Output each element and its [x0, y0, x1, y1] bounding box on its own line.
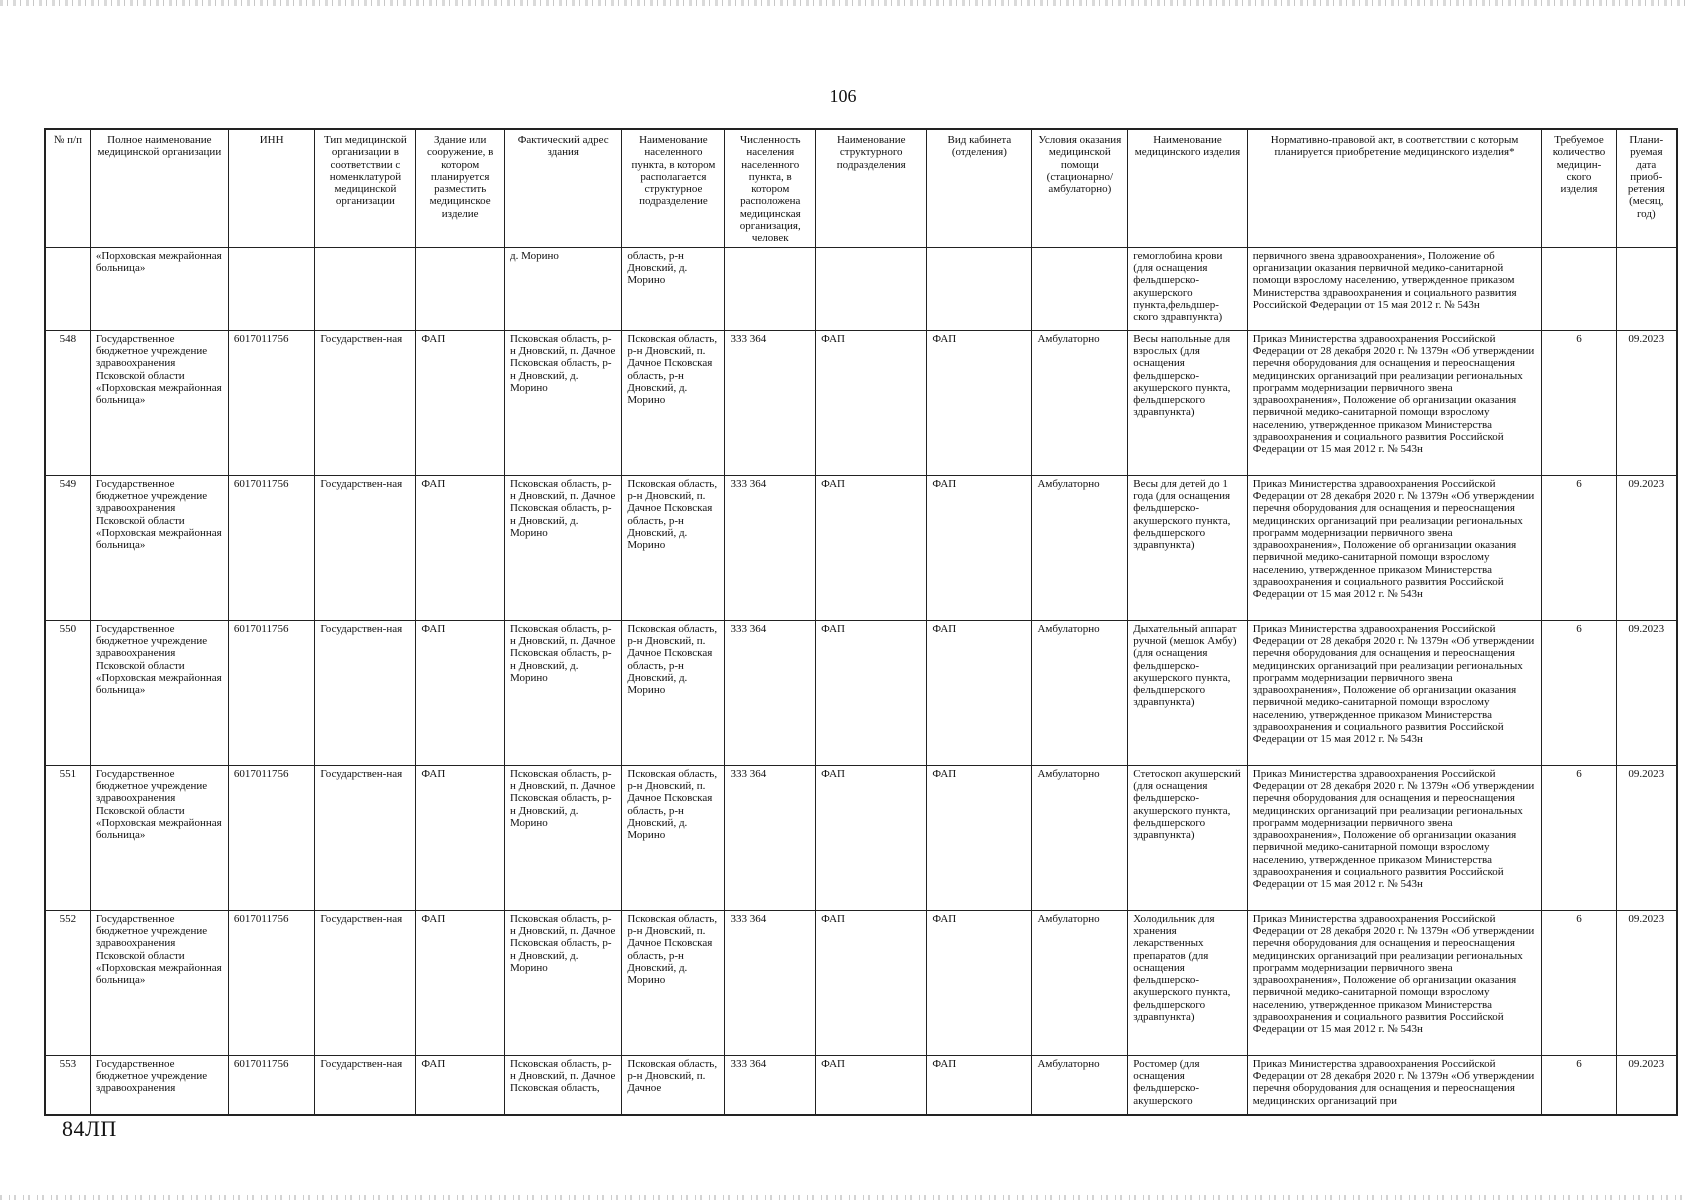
- table-cell: гемоглобина крови (для оснащения фельдшерско-акушерского пункта,фельдшер-ского здравпункта): [1128, 247, 1248, 330]
- table-row: [45, 910, 1677, 1055]
- table-cell-num: 551: [45, 765, 90, 910]
- table-row: [45, 765, 1677, 910]
- table-cell-population: 333 364: [725, 330, 816, 475]
- data-rows: [45, 330, 1677, 1115]
- table-cell-type: Государствен-ная: [315, 330, 416, 475]
- scan-artifact-bottom: [0, 1195, 1686, 1200]
- continuation-row: [45, 247, 1677, 330]
- table-cell-cabinet: ФАП: [927, 765, 1032, 910]
- table-cell-type: Государствен-ная: [315, 765, 416, 910]
- table-cell-address: Псковская область, р-н Дновский, п. Дачное Псковская область, р-н Дновский, д. Морино: [504, 910, 621, 1055]
- table-cell-num: 549: [45, 475, 90, 620]
- table-cell-address: Псковская область, р-н Дновский, п. Дачное Псковская область,: [504, 1055, 621, 1115]
- table-cell-org: Государственное бюджетное учреждение здравоохранения: [90, 1055, 228, 1115]
- table-cell-inn: 6017011756: [228, 475, 315, 620]
- table-cell-conditions: Амбулаторно: [1032, 1055, 1128, 1115]
- footer-code: 84ЛП: [62, 1116, 117, 1141]
- table-cell-building: ФАП: [416, 330, 505, 475]
- table-cell: [416, 247, 505, 330]
- table-cell-type: Государствен-ная: [315, 475, 416, 620]
- header-cell: Наименование структурного подразделения: [816, 129, 927, 247]
- table-cell-date: 09.2023: [1616, 620, 1677, 765]
- table-cell-population: 333 364: [725, 765, 816, 910]
- header-cell: ИНН: [228, 129, 315, 247]
- table-cell-qty: 6: [1542, 1055, 1616, 1115]
- header-cell: Численность населения населенного пункта, в котором расположена медицинская организация, человек: [725, 129, 816, 247]
- table-cell-settlement: Псковская область, р-н Дновский, п. Дачное: [622, 1055, 725, 1115]
- table-cell-settlement: Псковская область, р-н Дновский, п. Дачное Псковская область, р-н Дновский, д. Морино: [622, 910, 725, 1055]
- scan-artifact-top: [0, 0, 1686, 6]
- table-cell-conditions: Амбулаторно: [1032, 910, 1128, 1055]
- table-cell-address: Псковская область, р-н Дновский, п. Дачное Псковская область, р-н Дновский, д. Морино: [504, 765, 621, 910]
- table-cell-population: 333 364: [725, 1055, 816, 1115]
- table-cell-inn: 6017011756: [228, 330, 315, 475]
- table-cell-address: Псковская область, р-н Дновский, п. Дачное Псковская область, р-н Дновский, д. Морино: [504, 620, 621, 765]
- table-cell: д. Морино: [504, 247, 621, 330]
- table-cell-qty: 6: [1542, 765, 1616, 910]
- table-cell-type: Государствен-ная: [315, 620, 416, 765]
- table-cell-device: Весы для детей до 1 года (для оснащения фельдшерско-акушерского пункта, фельдшерского здравпункта): [1128, 475, 1248, 620]
- table-cell-device: Дыхательный аппарат ручной (мешок Амбу) (для оснащения фельдшерско-акушерского пункта, фельдшерского здравпункта): [1128, 620, 1248, 765]
- table-cell: [1542, 247, 1616, 330]
- table-cell-building: ФАП: [416, 910, 505, 1055]
- page-number: 106: [829, 86, 857, 106]
- header-cell: Фактический адрес здания: [504, 129, 621, 247]
- table-cell-unit: ФАП: [816, 765, 927, 910]
- header-cell: Наименование медицинского изделия: [1128, 129, 1248, 247]
- table-cell-inn: 6017011756: [228, 910, 315, 1055]
- table-cell-conditions: Амбулаторно: [1032, 475, 1128, 620]
- table-cell-cabinet: ФАП: [927, 330, 1032, 475]
- table-cell-qty: 6: [1542, 620, 1616, 765]
- table-cell-cabinet: ФАП: [927, 475, 1032, 620]
- table-cell-cabinet: ФАП: [927, 910, 1032, 1055]
- table-cell-inn: 6017011756: [228, 765, 315, 910]
- table-cell: [228, 247, 315, 330]
- table-cell-conditions: Амбулаторно: [1032, 330, 1128, 475]
- table-cell-org: Государственное бюджетное учреждение здравоохранения Псковской области «Порховская межрайонная больница»: [90, 620, 228, 765]
- table-cell-date: 09.2023: [1616, 1055, 1677, 1115]
- table-cell-date: 09.2023: [1616, 330, 1677, 475]
- header-row: [45, 129, 1677, 247]
- equipment-table: [44, 128, 1678, 1116]
- table-cell-conditions: Амбулаторно: [1032, 620, 1128, 765]
- table-cell-inn: 6017011756: [228, 1055, 315, 1115]
- header-cell: Плани-руемая дата приоб-ретения (месяц, год): [1616, 129, 1677, 247]
- header-cell: Тип медицинской организации в соответствии с номенклатурой медицинской организации: [315, 129, 416, 247]
- table-cell-device: Холодильник для хранения лекарственных препаратов (для оснащения фельдшерско-акушерского пункта, фельдшерского здравпункта): [1128, 910, 1248, 1055]
- table-cell-address: Псковская область, р-н Дновский, п. Дачное Псковская область, р-н Дновский, д. Морино: [504, 475, 621, 620]
- table-cell-device: Ростомер (для оснащения фельдшерско-акушерского: [1128, 1055, 1248, 1115]
- table-cell-population: 333 364: [725, 475, 816, 620]
- table-cell-population: 333 364: [725, 910, 816, 1055]
- table-cell: «Порховская межрайонная больница»: [90, 247, 228, 330]
- table-cell-unit: ФАП: [816, 1055, 927, 1115]
- table-cell-org: Государственное бюджетное учреждение здравоохранения Псковской области «Порховская межрайонная больница»: [90, 330, 228, 475]
- table-cell: область, р-н Дновский, д. Морино: [622, 247, 725, 330]
- table-row: [45, 330, 1677, 475]
- table-cell-num: 548: [45, 330, 90, 475]
- table-cell-conditions: Амбулаторно: [1032, 765, 1128, 910]
- table-cell-unit: ФАП: [816, 620, 927, 765]
- header-cell: Вид кабинета (отделения): [927, 129, 1032, 247]
- table-cell: первичного звена здравоохранения», Положение об организации оказания первичной медико-санитарной помощи взрослому населению, утвержденное приказом Министерства здравоохранения и социального развития Российской Федерации от 15 мая 2012 г. № 543н: [1247, 247, 1542, 330]
- table-row: [45, 1055, 1677, 1115]
- header-cell: Наименование населенного пункта, в котором располагается структурное подразделение: [622, 129, 725, 247]
- table-row: [45, 620, 1677, 765]
- table-cell-num: 552: [45, 910, 90, 1055]
- header-cell: Условия оказания медицинской помощи (стационарно/ амбулаторно): [1032, 129, 1128, 247]
- table-cell: [927, 247, 1032, 330]
- table-cell-type: Государствен-ная: [315, 910, 416, 1055]
- table-cell-building: ФАП: [416, 620, 505, 765]
- table-cell-qty: 6: [1542, 475, 1616, 620]
- table-cell-cabinet: ФАП: [927, 620, 1032, 765]
- table-cell: [315, 247, 416, 330]
- table-cell: [816, 247, 927, 330]
- table-cell-date: 09.2023: [1616, 475, 1677, 620]
- table-cell-unit: ФАП: [816, 330, 927, 475]
- table-cell-act: Приказ Министерства здравоохранения Российской Федерации от 28 декабря 2020 г. № 1379н «Об утверждении перечня оборудования для оснащения и переоснащения медицинских организаций при реализации региональных программ модернизации первичного звена здравоохранения», Положение об организации оказания первичной медико-санитарной помощи взрослому населению, утвержденное приказом Министерства здравоохранения и социального развития Российской Федерации от 15 мая 2012 г. № 543н: [1247, 910, 1542, 1055]
- table-cell-settlement: Псковская область, р-н Дновский, п. Дачное Псковская область, р-н Дновский, д. Морино: [622, 475, 725, 620]
- table-cell-act: Приказ Министерства здравоохранения Российской Федерации от 28 декабря 2020 г. № 1379н «Об утверждении перечня оборудования для оснащения и переоснащения медицинских организаций при реализации региональных программ модернизации первичного звена здравоохранения», Положение об организации оказания первичной медико-санитарной помощи взрослому населению, утвержденное приказом Министерства здравоохранения и социального развития Российской Федерации от 15 мая 2012 г. № 543н: [1247, 765, 1542, 910]
- table-cell-num: 550: [45, 620, 90, 765]
- table-cell-act: Приказ Министерства здравоохранения Российской Федерации от 28 декабря 2020 г. № 1379н «Об утверждении перечня оборудования для оснащения и переоснащения медицинских организаций при реализации региональных программ модернизации первичного звена здравоохранения», Положение об организации оказания первичной медико-санитарной помощи взрослому населению, утвержденное приказом Министерства здравоохранения и социального развития Российской Федерации от 15 мая 2012 г. № 543н: [1247, 330, 1542, 475]
- table-cell-population: 333 364: [725, 620, 816, 765]
- header-cell: № п/п: [45, 129, 90, 247]
- table-cell-qty: 6: [1542, 910, 1616, 1055]
- table-cell-settlement: Псковская область, р-н Дновский, п. Дачное Псковская область, р-н Дновский, д. Морино: [622, 620, 725, 765]
- table-cell-settlement: Псковская область, р-н Дновский, п. Дачное Псковская область, р-н Дновский, д. Морино: [622, 330, 725, 475]
- table-cell: [45, 247, 90, 330]
- table-cell-act: Приказ Министерства здравоохранения Российской Федерации от 28 декабря 2020 г. № 1379н «Об утверждении перечня оборудования для оснащения и переоснащения медицинских организаций при: [1247, 1055, 1542, 1115]
- table-cell-num: 553: [45, 1055, 90, 1115]
- table-cell-org: Государственное бюджетное учреждение здравоохранения Псковской области «Порховская межрайонная больница»: [90, 765, 228, 910]
- table-cell-settlement: Псковская область, р-н Дновский, п. Дачное Псковская область, р-н Дновский, д. Морино: [622, 765, 725, 910]
- header-cell: Здание или сооружение, в котором планируется разместить медицинское изделие: [416, 129, 505, 247]
- table-cell-date: 09.2023: [1616, 910, 1677, 1055]
- table-row: [45, 475, 1677, 620]
- header-cell: Требуемое количество медицин-ского изделия: [1542, 129, 1616, 247]
- table-cell-type: Государствен-ная: [315, 1055, 416, 1115]
- table-cell-building: ФАП: [416, 1055, 505, 1115]
- table-cell-unit: ФАП: [816, 475, 927, 620]
- table-cell-cabinet: ФАП: [927, 1055, 1032, 1115]
- table-cell-org: Государственное бюджетное учреждение здравоохранения Псковской области «Порховская межрайонная больница»: [90, 475, 228, 620]
- table-cell-unit: ФАП: [816, 910, 927, 1055]
- table-cell: [1032, 247, 1128, 330]
- table-cell-building: ФАП: [416, 765, 505, 910]
- table-cell-building: ФАП: [416, 475, 505, 620]
- table-cell-org: Государственное бюджетное учреждение здравоохранения Псковской области «Порховская межрайонная больница»: [90, 910, 228, 1055]
- header-cell: Полное наименование медицинской организации: [90, 129, 228, 247]
- table-cell: [1616, 247, 1677, 330]
- table-cell-inn: 6017011756: [228, 620, 315, 765]
- table-cell-act: Приказ Министерства здравоохранения Российской Федерации от 28 декабря 2020 г. № 1379н «Об утверждении перечня оборудования для оснащения и переоснащения медицинских организаций при реализации региональных программ модернизации первичного звена здравоохранения», Положение об организации оказания первичной медико-санитарной помощи взрослому населению, утвержденное приказом Министерства здравоохранения и социального развития Российской Федерации от 15 мая 2012 г. № 543н: [1247, 475, 1542, 620]
- table-cell-address: Псковская область, р-н Дновский, п. Дачное Псковская область, р-н Дновский, д. Морино: [504, 330, 621, 475]
- table-cell-qty: 6: [1542, 330, 1616, 475]
- table-cell-date: 09.2023: [1616, 765, 1677, 910]
- table-cell-device: Весы напольные для взрослых (для оснащения фельдшерско-акушерского пункта, фельдшерского здравпункта): [1128, 330, 1248, 475]
- table-cell-device: Стетоскоп акушерский (для оснащения фельдшерско-акушерского пункта, фельдшерского здравпункта): [1128, 765, 1248, 910]
- table-cell: [725, 247, 816, 330]
- table-cell-act: Приказ Министерства здравоохранения Российской Федерации от 28 декабря 2020 г. № 1379н «Об утверждении перечня оборудования для оснащения и переоснащения медицинских организаций при реализации региональных программ модернизации первичного звена здравоохранения», Положение об организации оказания первичной медико-санитарной помощи взрослому населению, утвержденное приказом Министерства здравоохранения и социального развития Российской Федерации от 15 мая 2012 г. № 543н: [1247, 620, 1542, 765]
- header-cell: Нормативно-правовой акт, в соответствии с которым планируется приобретение медицинского изделия*: [1247, 129, 1542, 247]
